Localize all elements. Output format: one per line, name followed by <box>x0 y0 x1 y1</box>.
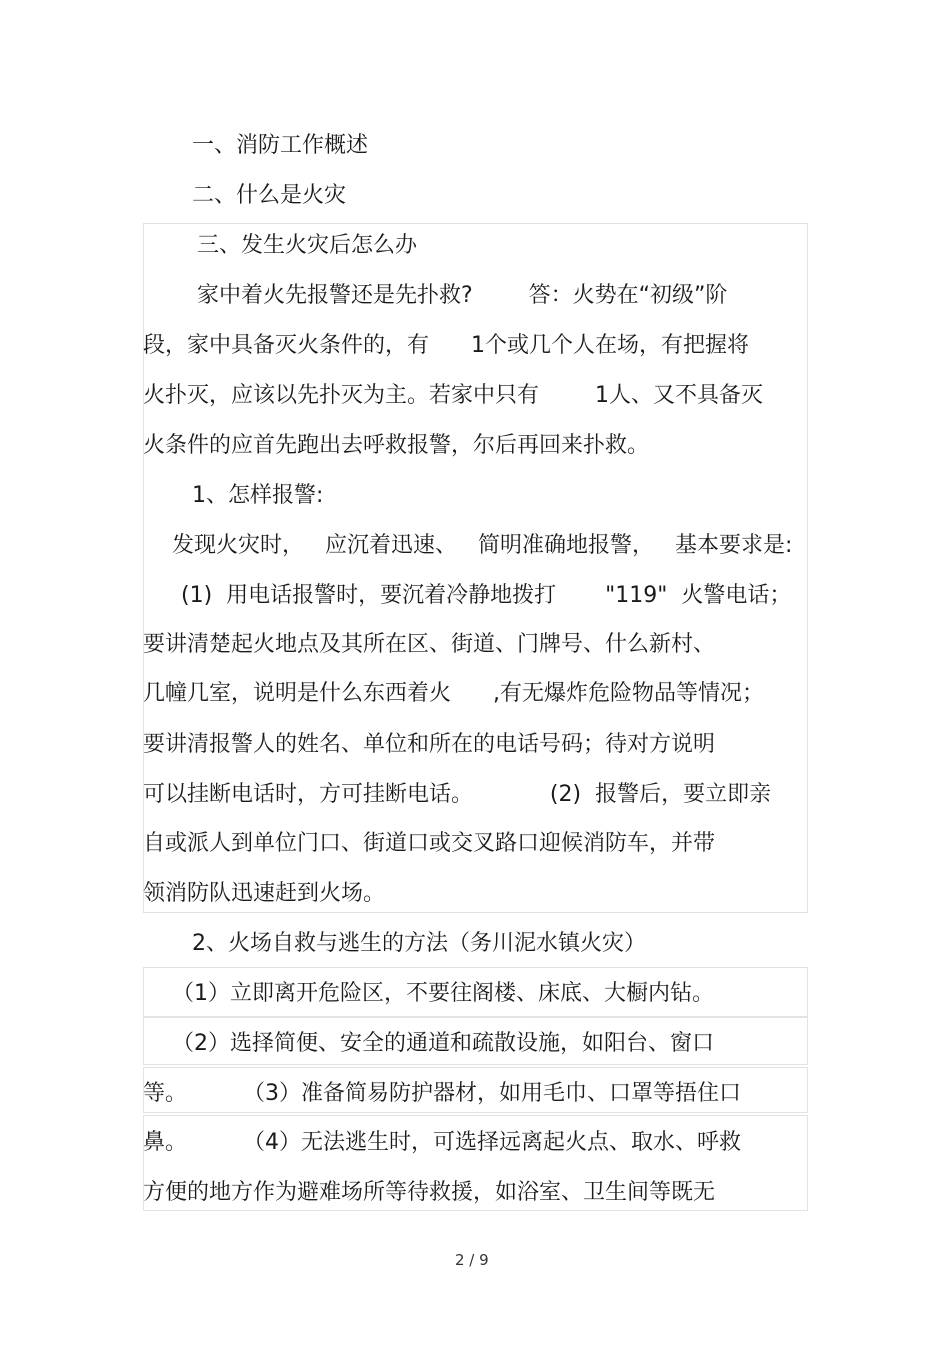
page-number: 2 / 9 <box>455 1251 489 1269</box>
list-item: 鼻。 （4）无法逃生时，可选择远离起火点、取水、呼救 <box>143 1130 741 1155</box>
paragraph-line: 家中着火先报警还是先扑救? 答：火势在“初级”阶 <box>197 283 728 308</box>
paragraph-line: 发现火灾时， 应沉着迅速、 简明准确地报警， 基本要求是: <box>172 533 793 558</box>
paragraph-line: 要讲清报警人的姓名、单位和所在的电话号码；待对方说明 <box>143 732 716 757</box>
paragraph-line: 要讲清楚起火地点及其所在区、街道、门牌号、什么新村、 <box>143 632 716 657</box>
paragraph-line: 自或派人到单位门口、街道口或交叉路口迎候消防车，并带 <box>143 831 716 856</box>
paragraph-line: 几幢几室，说明是什么东西着火 ,有无爆炸危险物品等情况； <box>143 681 764 706</box>
heading-what-is-fire: 二、什么是火灾 <box>192 183 347 208</box>
heading-fire-work-overview: 一、消防工作概述 <box>192 133 369 158</box>
paragraph-line: 火扑灭，应该以先扑灭为主。若家中只有 1人、又不具备灭 <box>143 383 763 408</box>
subheading-self-rescue: 2、火场自救与逃生的方法（务川泥水镇火灾） <box>192 931 646 956</box>
paragraph-line: 段，家中具备灭火条件的，有 1个或几个人在场，有把握将 <box>143 333 749 358</box>
subheading-how-to-report: 1、怎样报警: <box>192 483 324 508</box>
paragraph-line: 可以挂断电话时，方可挂断电话。 (2) 报警后，要立即亲 <box>143 782 772 807</box>
paragraph-line: 领消防队迅速赶到火场。 <box>143 881 386 906</box>
list-item: （1）立即离开危险区，不要往阁楼、床底、大橱内钻。 <box>172 981 714 1006</box>
paragraph-line: 火条件的应首先跑出去呼救报警，尔后再回来扑救。 <box>143 433 650 458</box>
list-item: 方便的地方作为避难场所等待救援，如浴室、卫生间等既无 <box>143 1180 716 1205</box>
paragraph-line: (1) 用电话报警时，要沉着冷静地拨打 "119" 火警电话； <box>181 583 792 608</box>
heading-after-fire: 三、发生火灾后怎么办 <box>197 233 418 258</box>
list-item: （2）选择简便、安全的通道和疏散设施，如阳台、窗口 <box>172 1031 714 1056</box>
list-item: 等。 （3）准备简易防护器材，如用毛巾、口罩等捂住口 <box>143 1081 741 1106</box>
